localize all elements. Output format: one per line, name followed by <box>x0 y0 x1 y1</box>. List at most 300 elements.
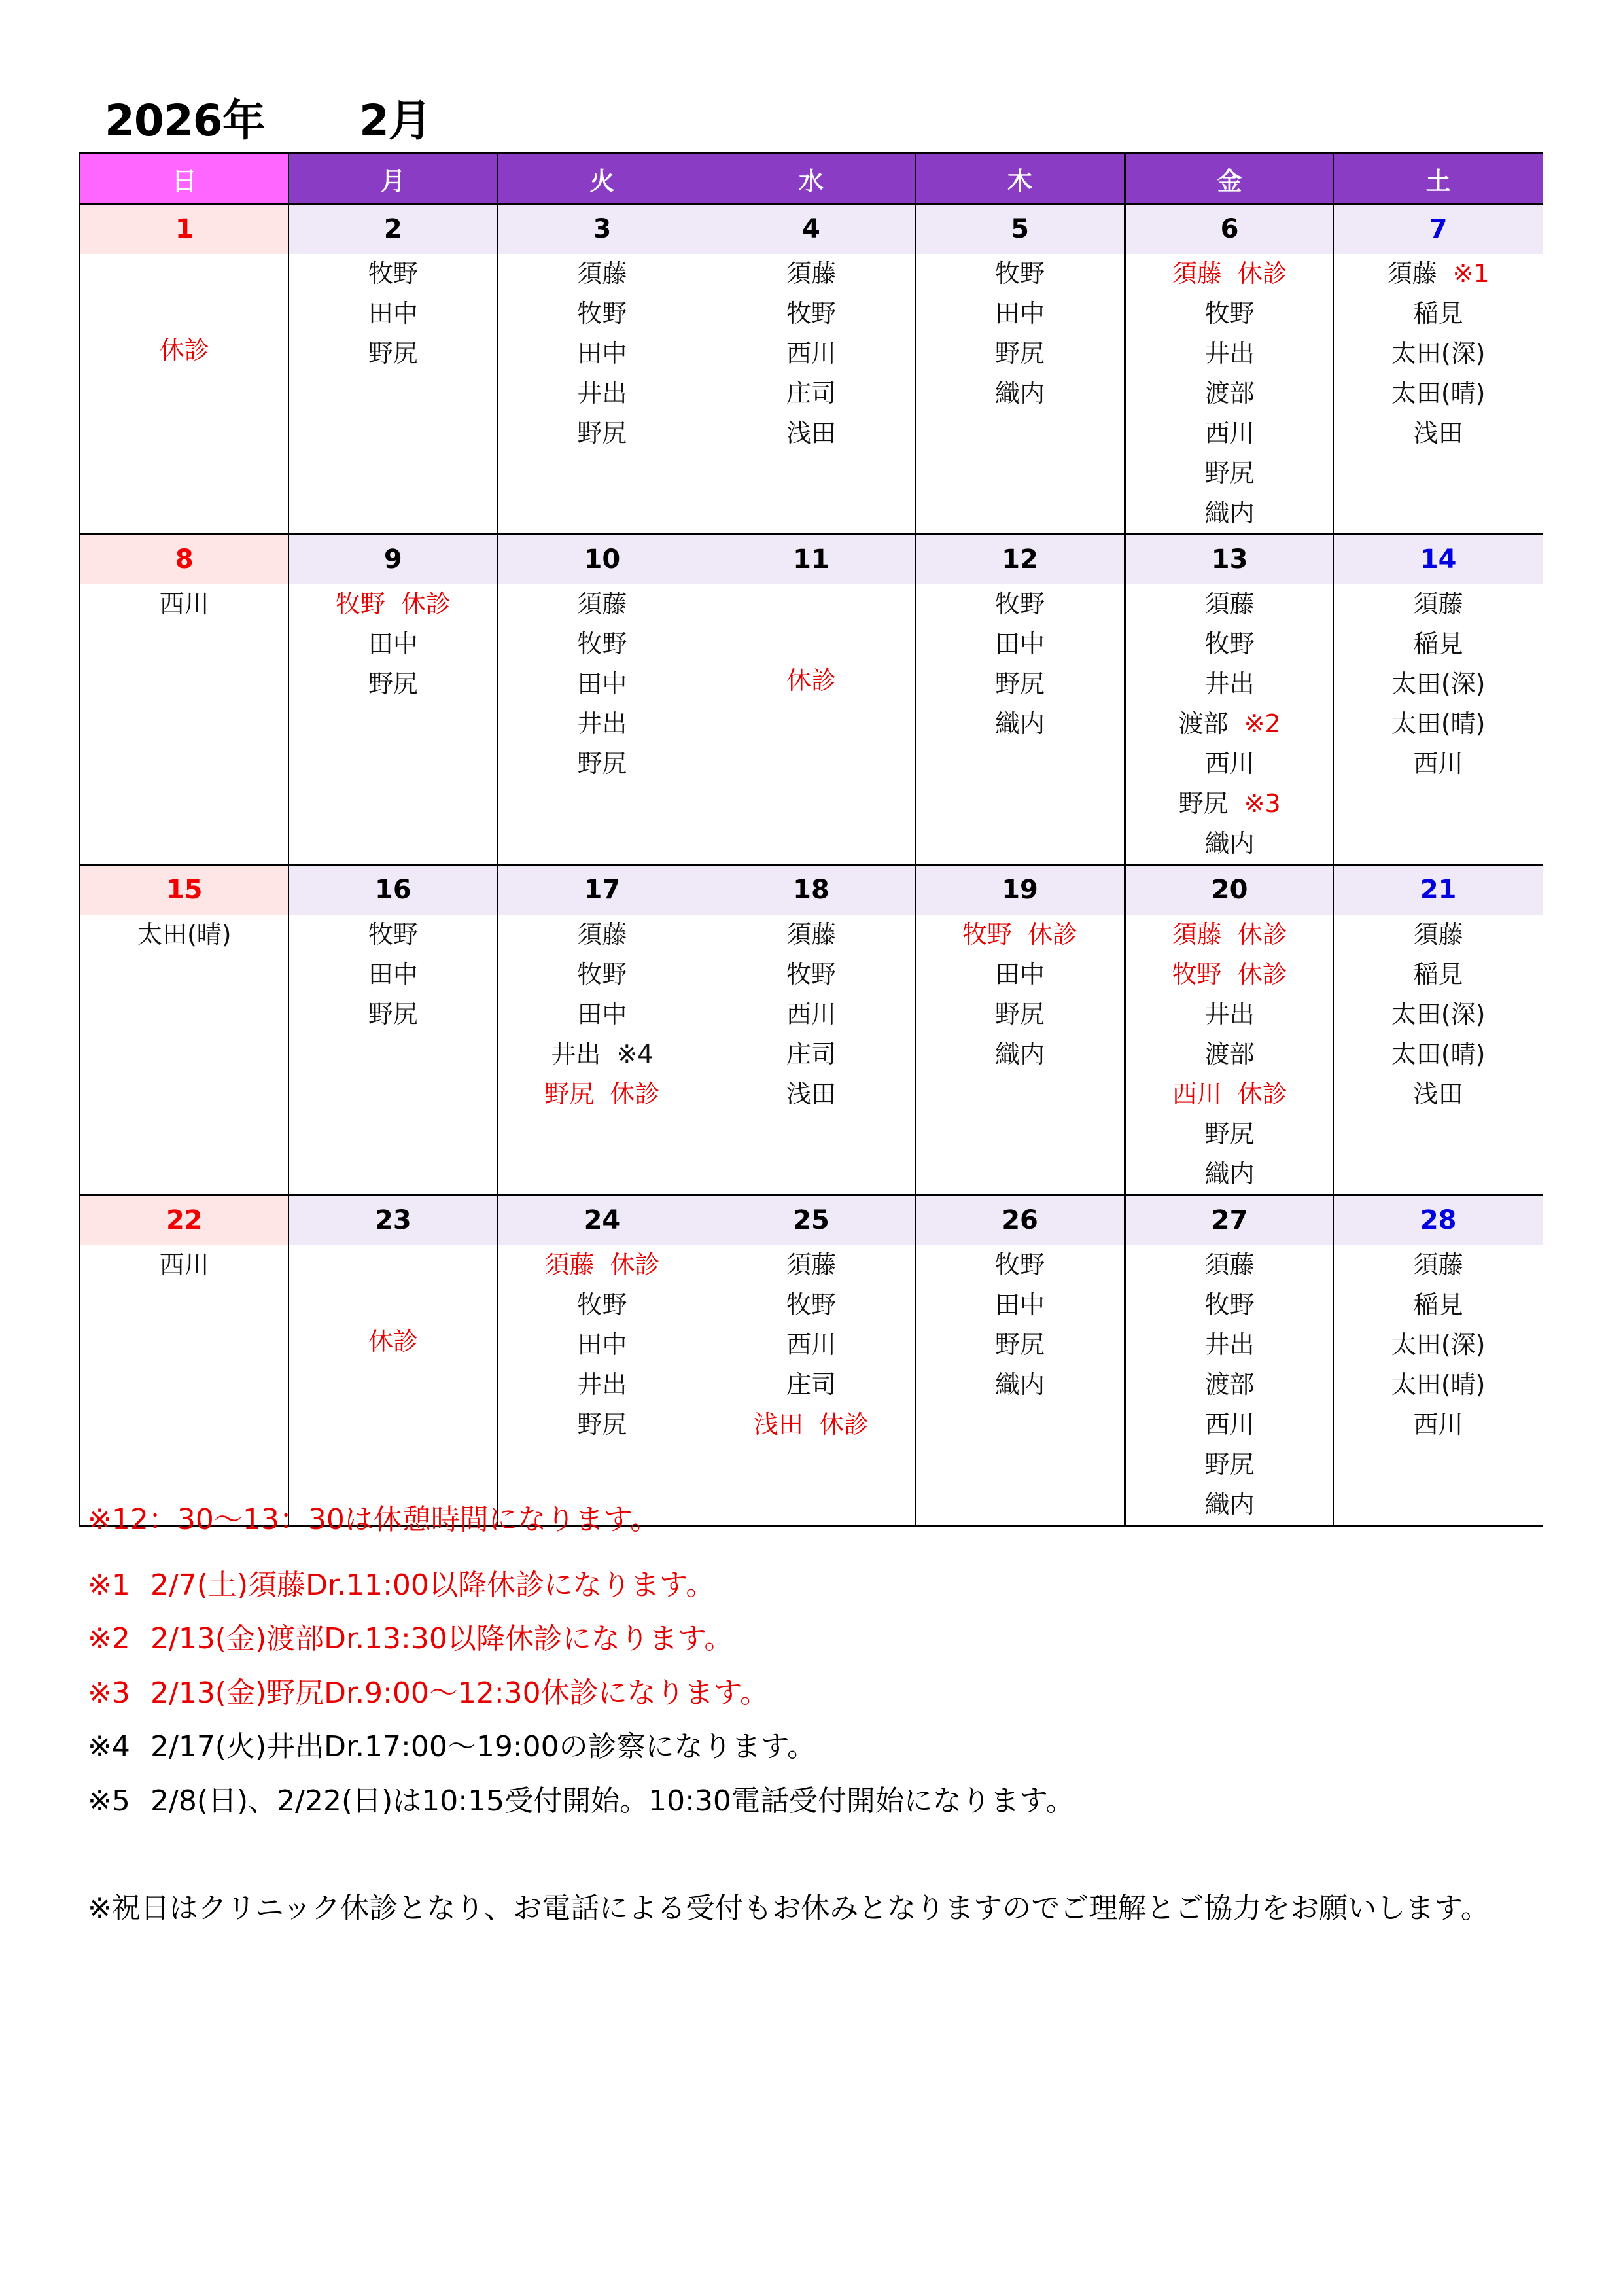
doctor-name: 須藤 <box>577 590 627 618</box>
doctor-name: 井出 <box>577 1370 627 1399</box>
doctor-entry <box>1126 374 1334 414</box>
day-number: 19 <box>916 866 1124 915</box>
doctor-name: 庄司 <box>786 379 836 408</box>
doctor-entry <box>916 584 1124 624</box>
doctor-list <box>1126 1245 1334 1525</box>
doctor-entry <box>1334 995 1543 1034</box>
doctor-entry <box>1334 915 1543 955</box>
day-cell <box>80 865 289 1195</box>
doctor-entry <box>916 664 1124 704</box>
doctor-name: 田中 <box>995 960 1045 989</box>
doctor-entry <box>1126 1365 1334 1405</box>
weekday-header-fri: 金 <box>1125 154 1334 204</box>
day-cell <box>1334 865 1543 1195</box>
note-n3 <box>88 1674 769 1713</box>
doctor-list <box>707 254 916 453</box>
note-n2 <box>88 1619 733 1659</box>
doctor-name: 西川 <box>1204 749 1255 778</box>
doctor-name: 野尻 <box>544 1080 595 1108</box>
doctor-entry <box>498 704 707 744</box>
doctor-entry <box>498 624 707 664</box>
doctor-entry <box>1126 493 1334 533</box>
day-cell <box>707 204 916 535</box>
doctor-entry <box>1334 254 1543 294</box>
doctor-list <box>916 584 1124 744</box>
doctor-name: 織内 <box>995 1040 1045 1069</box>
doctor-entry <box>916 334 1124 374</box>
doctor-name: 野尻 <box>995 339 1045 368</box>
doctor-entry <box>1126 1285 1334 1325</box>
doctor-entry <box>289 584 498 624</box>
closed-label: 休診 <box>368 1327 418 1356</box>
doctor-entry <box>707 374 916 414</box>
doctor-entry <box>1334 334 1543 374</box>
doctor-list <box>80 584 288 624</box>
doctor-name: 庄司 <box>786 1040 836 1069</box>
note-text: 2/7(土)須藤Dr.11:00以降休診になります。 <box>150 1568 715 1602</box>
doctor-entry <box>916 955 1124 995</box>
doctor-name: 浅田 <box>753 1410 803 1439</box>
doctor-name: 井出 <box>577 709 627 738</box>
note-number: ※2 <box>88 1622 130 1655</box>
doctor-name: 織内 <box>995 709 1045 738</box>
doctor-name: 牧野 <box>1172 960 1222 989</box>
doctor-list <box>498 915 707 1114</box>
day-cell <box>288 1195 498 1526</box>
doctor-entry <box>1126 254 1334 294</box>
doctor-name: 野尻 <box>368 1000 418 1029</box>
doctor-list <box>289 584 498 704</box>
doctor-entry <box>1126 334 1334 374</box>
note-number: ※4 <box>88 1730 130 1763</box>
doctor-entry <box>916 1245 1124 1285</box>
day-cell <box>1334 1195 1543 1526</box>
week-row <box>80 865 1543 1195</box>
doctor-entry <box>1334 744 1543 784</box>
doctor-entry <box>707 1245 916 1285</box>
doctor-name: 野尻 <box>1204 459 1255 487</box>
doctor-name: 野尻 <box>368 339 418 368</box>
doctor-name: 稲見 <box>1413 629 1463 658</box>
doctor-name: 牧野 <box>995 1250 1045 1279</box>
doctor-entry <box>707 1034 916 1074</box>
doctor-name: 渡部 <box>1204 1040 1255 1069</box>
doctor-name: 田中 <box>995 629 1045 658</box>
doctor-entry <box>1126 824 1334 864</box>
doctor-entry <box>1126 453 1334 493</box>
doctor-entry <box>707 1325 916 1365</box>
closed-label: 休診 <box>159 336 209 364</box>
doctor-entry <box>498 334 707 374</box>
doctor-name: 太田(深) <box>1391 669 1486 698</box>
doctor-entry <box>1334 1285 1543 1325</box>
doctor-name: 牧野 <box>1204 1290 1255 1319</box>
doctor-name: 井出 <box>551 1040 601 1069</box>
doctor-name: 牧野 <box>786 299 836 328</box>
weekday-header-row <box>80 154 1543 204</box>
calendar-title <box>105 92 431 150</box>
day-number: 14 <box>1334 535 1543 584</box>
doctor-entry <box>498 374 707 414</box>
weekday-header-sat: 土 <box>1334 154 1543 204</box>
doctor-name: 須藤 <box>577 920 627 949</box>
doctor-name: 稲見 <box>1413 1290 1463 1319</box>
day-cell <box>1125 204 1334 535</box>
doctor-name: 西川 <box>786 339 836 368</box>
doctor-list <box>80 1245 288 1285</box>
doctor-entry <box>707 1365 916 1405</box>
footnote-mark: ※2 <box>1244 709 1281 738</box>
doctor-name: 太田(深) <box>1391 1000 1486 1029</box>
doctor-name: 渡部 <box>1178 709 1229 738</box>
doctor-entry <box>498 915 707 955</box>
doctor-entry <box>707 1405 916 1445</box>
day-cell <box>498 535 707 865</box>
doctor-entry <box>916 1285 1124 1325</box>
doctor-name: 太田(晴) <box>1391 1040 1486 1069</box>
day-cell <box>80 204 289 535</box>
doctor-name: 井出 <box>1204 1330 1255 1359</box>
doctor-name: 織内 <box>1204 1159 1255 1188</box>
doctor-name: 野尻 <box>577 419 627 448</box>
doctor-name: 須藤 <box>786 259 836 288</box>
doctor-name: 野尻 <box>1204 1120 1255 1148</box>
doctor-list <box>289 254 498 374</box>
doctor-entry <box>916 1034 1124 1074</box>
closed-suffix: 休診 <box>1237 920 1287 949</box>
day-cell <box>1125 535 1334 865</box>
doctor-name: 稲見 <box>1413 960 1463 989</box>
doctor-name: 牧野 <box>577 960 627 989</box>
doctor-entry <box>1126 624 1334 664</box>
doctor-entry <box>1126 294 1334 334</box>
doctor-entry <box>707 915 916 955</box>
doctor-name: 須藤 <box>1204 590 1255 618</box>
day-cell <box>916 535 1125 865</box>
doctor-name: 織内 <box>1204 829 1255 858</box>
doctor-name: 渡部 <box>1204 379 1255 408</box>
doctor-entry <box>707 294 916 334</box>
doctor-name: 須藤 <box>1413 590 1463 618</box>
day-cell <box>707 535 916 865</box>
doctor-list <box>1126 915 1334 1194</box>
doctor-entry <box>1334 704 1543 744</box>
doctor-list <box>1334 915 1543 1114</box>
day-cell <box>707 865 916 1195</box>
day-cell <box>80 535 289 865</box>
doctor-entry <box>498 254 707 294</box>
note-number: ※1 <box>88 1568 130 1602</box>
note-text: 2/17(火)井出Dr.17:00～19:00の診察になります。 <box>150 1730 816 1763</box>
doctor-name: 井出 <box>577 379 627 408</box>
doctor-name: 野尻 <box>577 1410 627 1439</box>
doctor-list <box>80 915 288 955</box>
doctor-entry <box>1126 1114 1334 1154</box>
doctor-entry <box>498 664 707 704</box>
day-cell <box>1334 535 1543 865</box>
doctor-entry <box>1126 584 1334 624</box>
doctor-name: 野尻 <box>1178 789 1229 818</box>
closed-suffix: 休診 <box>1028 920 1078 949</box>
weekday-header-tue: 火 <box>498 154 707 204</box>
doctor-entry <box>1126 1325 1334 1365</box>
day-cell <box>1125 865 1334 1195</box>
doctor-name: 野尻 <box>995 669 1045 698</box>
doctor-list <box>916 915 1124 1074</box>
doctor-entry <box>707 254 916 294</box>
day-number: 11 <box>707 535 916 584</box>
closed-suffix: 休診 <box>1237 1080 1287 1108</box>
day-cell <box>498 865 707 1195</box>
doctor-list <box>498 254 707 453</box>
doctor-list <box>1126 584 1334 864</box>
doctor-name: 西川 <box>1172 1080 1222 1108</box>
day-number: 3 <box>498 205 707 254</box>
day-cell <box>916 865 1125 1195</box>
doctor-name: 渡部 <box>1204 1370 1255 1399</box>
day-cell <box>916 1195 1125 1526</box>
doctor-entry <box>916 1365 1124 1405</box>
doctor-name: 浅田 <box>786 1080 836 1108</box>
doctor-name: 井出 <box>1204 339 1255 368</box>
doctor-entry <box>916 1325 1124 1365</box>
doctor-name: 須藤 <box>1172 920 1222 949</box>
doctor-entry <box>1334 1405 1543 1445</box>
note-n4 <box>88 1727 816 1767</box>
closed-suffix: 休診 <box>1237 259 1287 288</box>
doctor-name: 田中 <box>995 299 1045 328</box>
doctor-name: 太田(晴) <box>1391 379 1486 408</box>
doctor-entry <box>1126 1154 1334 1194</box>
day-cell <box>288 865 498 1195</box>
doctor-name: 太田(晴) <box>137 920 232 949</box>
doctor-name: 田中 <box>368 299 418 328</box>
day-number: 22 <box>80 1196 288 1245</box>
doctor-name: 太田(晴) <box>1391 1370 1486 1399</box>
doctor-name: 田中 <box>577 1000 627 1029</box>
closed-suffix: 休診 <box>610 1250 660 1279</box>
doctor-name: 西川 <box>159 1250 209 1279</box>
doctor-name: 野尻 <box>368 669 418 698</box>
doctor-name: 牧野 <box>962 920 1013 949</box>
day-cell <box>916 204 1125 535</box>
day-number: 5 <box>916 205 1124 254</box>
doctor-entry <box>916 294 1124 334</box>
note-holiday <box>88 1889 1490 1928</box>
doctor-name: 太田(深) <box>1391 1330 1486 1359</box>
doctor-entry <box>289 995 498 1034</box>
doctor-entry <box>707 414 916 453</box>
doctor-name: 西川 <box>159 590 209 618</box>
doctor-entry <box>1126 915 1334 955</box>
doctor-entry <box>498 1365 707 1405</box>
doctor-name: 井出 <box>1204 1000 1255 1029</box>
closed-suffix: 休診 <box>400 590 451 618</box>
doctor-entry <box>916 374 1124 414</box>
doctor-entry <box>498 744 707 784</box>
day-cell <box>1334 204 1543 535</box>
doctor-name: 織内 <box>995 1370 1045 1399</box>
note-number: ※5 <box>88 1784 130 1818</box>
doctor-list <box>1334 254 1543 453</box>
doctor-entry <box>498 294 707 334</box>
doctor-entry <box>1126 664 1334 704</box>
doctor-name: 織内 <box>1204 499 1255 527</box>
doctor-entry <box>80 1245 288 1285</box>
doctor-name: 田中 <box>368 960 418 989</box>
doctor-entry <box>1126 1405 1334 1445</box>
day-number: 23 <box>289 1196 498 1245</box>
doctor-name: 牧野 <box>335 590 385 618</box>
doctor-name: 須藤 <box>1387 259 1437 288</box>
doctor-entry <box>1126 955 1334 995</box>
note-break <box>88 1500 659 1540</box>
doctor-entry <box>498 414 707 453</box>
day-cell <box>288 204 498 535</box>
day-number: 1 <box>80 205 288 254</box>
day-cell <box>707 1195 916 1526</box>
note-number: ※3 <box>88 1676 130 1710</box>
doctor-name: 須藤 <box>1172 259 1222 288</box>
doctor-entry <box>1334 1325 1543 1365</box>
day-number: 4 <box>707 205 916 254</box>
doctor-entry <box>1126 995 1334 1034</box>
doctor-entry <box>289 955 498 995</box>
doctor-name: 牧野 <box>368 920 418 949</box>
doctor-name: 野尻 <box>995 1000 1045 1029</box>
closed-suffix: 休診 <box>818 1410 869 1439</box>
doctor-name: 須藤 <box>1204 1250 1255 1279</box>
doctor-name: 田中 <box>995 1290 1045 1319</box>
doctor-name: 須藤 <box>1413 920 1463 949</box>
doctor-entry <box>498 1245 707 1285</box>
doctor-entry <box>289 664 498 704</box>
doctor-entry <box>1334 1365 1543 1405</box>
doctor-list <box>1334 1245 1543 1445</box>
closed-label: 休診 <box>786 666 836 695</box>
doctor-entry <box>1334 414 1543 453</box>
doctor-entry <box>707 1285 916 1325</box>
doctor-entry <box>80 915 288 955</box>
doctor-entry <box>1334 584 1543 624</box>
doctor-entry <box>1126 414 1334 453</box>
doctor-name: 牧野 <box>995 259 1045 288</box>
day-number: 15 <box>80 866 288 915</box>
note-n5 <box>88 1782 1074 1821</box>
doctor-entry <box>289 624 498 664</box>
doctor-name: 稲見 <box>1413 299 1463 328</box>
doctor-entry <box>1334 1034 1543 1074</box>
doctor-entry <box>1334 1074 1543 1114</box>
day-number: 12 <box>916 535 1124 584</box>
doctor-entry <box>1126 1485 1334 1525</box>
doctor-entry <box>1334 664 1543 704</box>
calendar-weeks <box>80 204 1543 1526</box>
doctor-entry <box>707 1074 916 1114</box>
title-month: 2月 <box>359 96 431 146</box>
doctor-entry <box>498 584 707 624</box>
doctor-list <box>916 1245 1124 1405</box>
doctor-name: 田中 <box>577 1330 627 1359</box>
doctor-list <box>1334 584 1543 784</box>
note-text: 2/8(日)、2/22(日)は10:15受付開始。10:30電話受付開始になります。 <box>150 1784 1075 1818</box>
doctor-entry <box>916 995 1124 1034</box>
doctor-name: 西川 <box>1413 1410 1463 1439</box>
doctor-name: 浅田 <box>1413 1080 1463 1108</box>
doctor-name: 西川 <box>786 1000 836 1029</box>
day-number: 10 <box>498 535 707 584</box>
doctor-name: 牧野 <box>1204 629 1255 658</box>
doctor-name: 牧野 <box>368 259 418 288</box>
doctor-entry <box>1334 294 1543 334</box>
doctor-name: 須藤 <box>577 259 627 288</box>
doctor-name: 太田(晴) <box>1391 709 1486 738</box>
weekday-header-mon: 月 <box>288 154 498 204</box>
doctor-entry <box>707 995 916 1034</box>
doctor-list <box>707 915 916 1114</box>
weekday-header-thu: 木 <box>916 154 1125 204</box>
doctor-name: 浅田 <box>786 419 836 448</box>
doctor-list <box>1126 254 1334 533</box>
title-year: 2026年 <box>105 96 265 146</box>
doctor-entry <box>916 254 1124 294</box>
doctor-list <box>498 584 707 784</box>
doctor-name: 西川 <box>1204 1410 1255 1439</box>
doctor-list <box>289 915 498 1034</box>
day-number: 17 <box>498 866 707 915</box>
doctor-entry <box>1334 624 1543 664</box>
doctor-entry <box>498 1325 707 1365</box>
doctor-name: 西川 <box>1413 749 1463 778</box>
doctor-name: 西川 <box>1204 419 1255 448</box>
day-number: 7 <box>1334 205 1543 254</box>
day-number: 13 <box>1126 535 1334 584</box>
day-number: 20 <box>1126 866 1334 915</box>
doctor-entry <box>498 995 707 1034</box>
doctor-name: 牧野 <box>577 629 627 658</box>
doctor-name: 太田(深) <box>1391 339 1486 368</box>
day-number: 26 <box>916 1196 1124 1245</box>
doctor-list <box>498 1245 707 1445</box>
closed-suffix: 休診 <box>1237 960 1287 989</box>
doctor-name: 田中 <box>368 629 418 658</box>
day-number: 21 <box>1334 866 1543 915</box>
doctor-entry <box>1126 704 1334 744</box>
doctor-name: 須藤 <box>786 1250 836 1279</box>
doctor-entry <box>289 915 498 955</box>
doctor-entry <box>498 955 707 995</box>
day-number: 2 <box>289 205 498 254</box>
doctor-entry <box>498 1074 707 1114</box>
doctor-name: 田中 <box>577 669 627 698</box>
doctor-entry <box>80 584 288 624</box>
day-cell <box>80 1195 289 1526</box>
doctor-name: 牧野 <box>995 590 1045 618</box>
doctor-entry <box>916 624 1124 664</box>
note-text: ※12：30～13：30は休憩時間になります。 <box>88 1503 659 1536</box>
doctor-list <box>916 254 1124 414</box>
doctor-entry <box>1126 784 1334 824</box>
day-cell <box>498 204 707 535</box>
day-number: 16 <box>289 866 498 915</box>
doctor-entry <box>289 254 498 294</box>
day-number: 18 <box>707 866 916 915</box>
footnote-mark: ※1 <box>1452 259 1490 288</box>
note-text: 2/13(金)渡部Dr.13:30以降休診になります。 <box>150 1622 733 1655</box>
doctor-name: 須藤 <box>544 1250 595 1279</box>
week-row <box>80 1195 1543 1526</box>
doctor-entry <box>707 334 916 374</box>
